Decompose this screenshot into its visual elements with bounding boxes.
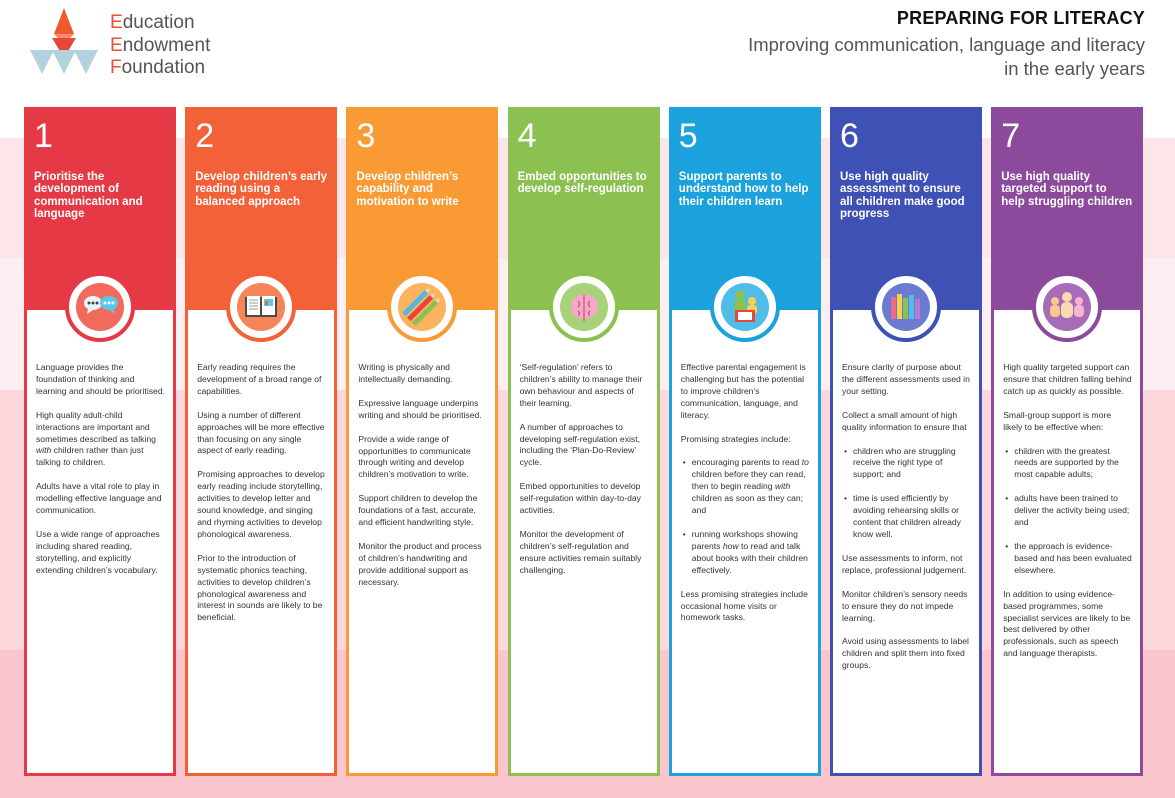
- card-paragraph: Prior to the introduction of systematic phonics teaching, activities to develop children’s phonological awareness and interest in sounds are likely to be beneficial.: [197, 552, 323, 623]
- card-title: Develop children’s capability and motivation to write: [356, 171, 459, 208]
- emphasis: to: [801, 457, 809, 468]
- emphasis: with: [774, 481, 791, 492]
- card-paragraph: Use assessments to inform, not replace, professional judgement.: [842, 552, 967, 575]
- logo-initial: F: [110, 57, 122, 78]
- eef-logo[interactable]: [24, 6, 234, 82]
- card-title: Develop children’s early reading using a balanced approach: [195, 171, 328, 208]
- card-paragraph: Small-group support is more likely to be effective when:: [1003, 409, 1112, 432]
- card-paragraph: Using a number of different approaches will be more effective than focusing on any single aspect of early reading.: [197, 409, 325, 456]
- card-paragraph: Support children to develop the foundations of a fast, accurate, and efficient handwriting style.: [358, 493, 478, 528]
- card-paragraph: Provide a wide range of opportunities to communicate through writing and develop children’s motivation to write.: [358, 433, 471, 480]
- card-number: 5: [678, 117, 698, 155]
- parent-child-icon: [710, 272, 780, 342]
- eef-logo-text: [110, 12, 210, 80]
- recommendation-card-3: [346, 107, 498, 776]
- logo-line: [110, 12, 210, 35]
- card-body: [833, 310, 979, 672]
- card-number: 2: [195, 117, 215, 155]
- card-bullet-item: • time is used efficiently by avoiding rehearsing skills or content that children already know well.: [842, 493, 971, 541]
- card-paragraph: Monitor the product and process of children’s handwriting and provide additional support as necessary.: [358, 540, 482, 587]
- logo-line: [110, 35, 210, 58]
- card-title: Use high quality targeted support to help struggling children: [1001, 171, 1133, 208]
- card-paragraph: Early reading requires the development of a broad range of capabilities.: [197, 362, 322, 396]
- card-paragraph: High quality adult-child interactions are important and sometimes described as talking with children rather than just talking to children.: [36, 409, 156, 468]
- card-body: [511, 310, 657, 577]
- card-paragraph: Effective parental engagement is challenging but has the potential to improve children’s communication, language, and literacy.: [680, 362, 806, 420]
- card-paragraph: High quality targeted support can ensure that children falling behind catch up as quickly as possible.: [1003, 362, 1132, 396]
- card-paragraph: Less promising strategies include occasional home visits or homework tasks.: [680, 588, 808, 623]
- recommendation-card-5: [669, 107, 821, 776]
- card-title: Support parents to understand how to help their children learn: [678, 171, 809, 208]
- card-paragraph: Embed opportunities to develop self-regulation within day-to-day activities.: [519, 481, 641, 516]
- card-number: 3: [356, 117, 376, 155]
- brain-icon: [549, 272, 619, 342]
- card-paragraph: A number of approaches to developing self-regulation exist, including the ‘Plan-Do-Review’ cycle.: [519, 421, 640, 468]
- card-bullet-list: [842, 446, 971, 541]
- card-body: [994, 310, 1140, 660]
- card-body: [349, 310, 495, 589]
- recommendation-card-4: [508, 107, 660, 776]
- small-group-icon: [1032, 272, 1102, 342]
- card-paragraph: Monitor the development of children’s self-regulation and ensure activities remain suitably challenging.: [519, 528, 642, 575]
- card-title: Embed opportunities to develop self-regulation: [517, 171, 647, 196]
- card-paragraph: Writing is physically and intellectually demanding.: [358, 362, 453, 384]
- recommendation-card-1: [24, 107, 176, 776]
- card-paragraph: Avoid using assessments to label children and split them into fixed groups.: [842, 636, 969, 671]
- eef-logo-mark-icon: [24, 6, 104, 82]
- card-paragraph: Expressive language underpins writing and should be prioritised.: [358, 397, 482, 420]
- emphasis: how: [722, 540, 739, 551]
- card-body: [27, 310, 173, 577]
- card-paragraph: ‘Self-regulation’ refers to children’s ability to manage their own behaviour and aspects of their learning.: [519, 362, 643, 408]
- card-paragraph: Use a wide range of approaches including shared reading, storytelling, and explicitly extending children’s vocabulary.: [36, 528, 160, 575]
- card-bullet-item: • children who are struggling receive the right type of support; and: [842, 446, 971, 482]
- card-body: [188, 310, 334, 624]
- emphasis: with: [36, 445, 52, 456]
- card-bullet-item: • children with the greatest needs are supported by the most capable adults;: [1003, 446, 1132, 482]
- card-paragraph: Promising strategies include:: [680, 433, 791, 444]
- card-number: 6: [840, 117, 859, 155]
- card-paragraph: Monitor children’s sensory needs to ensure they do not impede learning.: [842, 588, 968, 623]
- card-title: Use high quality assessment to ensure all children make good progress: [840, 171, 965, 221]
- card-number: 7: [1001, 117, 1021, 155]
- card-number: 4: [517, 117, 537, 155]
- card-paragraph: Ensure clarity of purpose about the different assessments used in your setting.: [842, 362, 970, 396]
- logo-initial: E: [110, 12, 123, 33]
- card-bullet-list: [1003, 446, 1132, 577]
- card-number: 1: [34, 117, 53, 155]
- card-title: Prioritise the development of communication and language: [34, 171, 143, 221]
- logo-word-rest: ndowment: [122, 34, 211, 56]
- card-paragraph: Promising approaches to develop early reading include storytelling, activities to develop letter and sound knowledge, and singing and rhyming activities to develop phonological awareness.: [197, 469, 325, 539]
- card-bullet-item: • the approach is evidence-based and has been evaluated elsewhere.: [1003, 541, 1132, 577]
- emphasis: to: [63, 457, 71, 468]
- card-paragraph: Language provides the foundation of thinking and learning and should be prioritised.: [36, 362, 165, 396]
- page-title: PREPARING FOR LITERACY: [896, 8, 1145, 28]
- card-bullet-item: • adults have been trained to deliver the activity being used; and: [1003, 493, 1132, 529]
- logo-word-rest: oundation: [121, 57, 206, 78]
- logo-line: [110, 57, 210, 80]
- books-icon: [871, 272, 941, 342]
- card-bullet-list: [681, 457, 810, 576]
- recommendation-card-2: [185, 107, 337, 776]
- recommendation-card-7: [991, 107, 1143, 776]
- open-book-icon: [226, 272, 296, 342]
- recommendation-card-6: [830, 107, 982, 776]
- card-body: [672, 310, 818, 624]
- logo-word-rest: ducation: [122, 12, 195, 33]
- card-bullet-item: • running workshops showing parents how to read and talk about books with their children effectively.: [681, 529, 810, 577]
- page-subtitle: Improving communication, language and literacy in the early years: [748, 34, 1145, 79]
- pencils-icon: [387, 272, 457, 342]
- speech-bubbles-icon: [65, 272, 135, 342]
- card-paragraph: Adults have a vital role to play in modelling effective language and communication.: [36, 481, 162, 516]
- card-bullet-item: • encouraging parents to read to children before they can read, then to begin reading with children as soon as they can; and: [681, 457, 810, 517]
- card-paragraph: In addition to using evidence-based programmes, some specialist services are likely to be best delivered by other professionals, such as speech and language therapists.: [1003, 588, 1131, 659]
- logo-initial: E: [110, 34, 123, 56]
- card-paragraph: Collect a small amount of high quality information to ensure that: [842, 409, 967, 432]
